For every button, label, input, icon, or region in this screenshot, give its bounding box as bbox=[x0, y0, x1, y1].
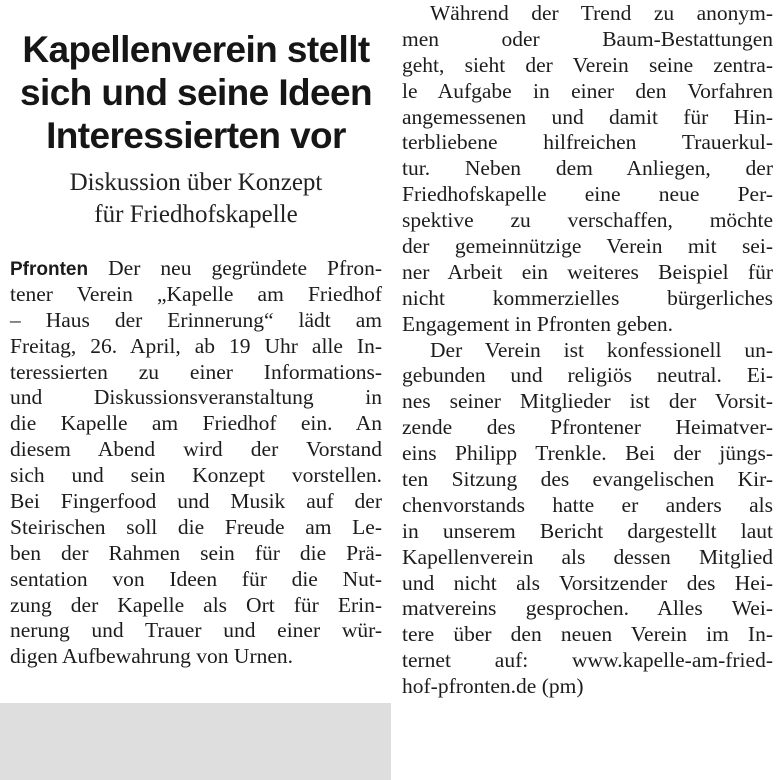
text-line: in unserem Bericht dargestellt laut bbox=[402, 518, 773, 543]
text-line: Bei Fingerfood und Musik auf der bbox=[10, 489, 382, 514]
text-line: ben der Rahmen sein für die Prä- bbox=[10, 540, 382, 565]
text-line: teressierten zu einer Informations- bbox=[10, 359, 382, 384]
headline-line: sich und seine Ideen bbox=[20, 72, 372, 113]
paragraph-association bbox=[402, 338, 773, 700]
paragraph-trend bbox=[402, 1, 773, 338]
text-line: nicht kommerzielles bürgerliches bbox=[402, 285, 773, 310]
text-line: nes seiner Mitglieder ist der Vorsit- bbox=[402, 389, 773, 414]
paragraph-intro bbox=[10, 256, 382, 670]
subheadline-line: Diskussion über Konzept bbox=[69, 169, 323, 196]
text-line: men oder Baum-Bestattungen bbox=[402, 26, 773, 51]
text-line: und nicht als Vorsitzender des Hei- bbox=[402, 570, 773, 595]
text-line: terbliebene hilfreichen Trauerkul- bbox=[402, 130, 773, 155]
text-line: Friedhofskapelle eine neue Per- bbox=[402, 182, 773, 207]
text-line: tener Verein „Kapelle am Friedhof bbox=[10, 281, 382, 306]
text-line: ner Arbeit ein weiteres Beispiel für bbox=[402, 259, 773, 284]
text-line: ten Sitzung des evangelischen Kir- bbox=[402, 467, 773, 492]
text-line: gebunden und religiös neutral. Ei- bbox=[402, 363, 773, 388]
text-line: Engagement in Pfronten geben. bbox=[402, 311, 674, 336]
subheadline-line: für Friedhofskapelle bbox=[94, 201, 298, 228]
text-line: Kapellenverein als dessen Mitglied bbox=[402, 544, 773, 569]
text-line: tur. Neben dem Anliegen, der bbox=[402, 156, 773, 181]
text-line: digen Aufbewahrung von Urnen. bbox=[10, 644, 294, 669]
text-line: spektive zu verschaffen, möchte bbox=[402, 208, 773, 233]
text-line: der gemeinnützige Verein mit sei- bbox=[402, 234, 773, 259]
text-line: zung der Kapelle als Ort für Erin- bbox=[10, 592, 382, 617]
gray-background-block bbox=[0, 703, 391, 780]
text-line: chenvorstands hatte er anders als bbox=[402, 492, 773, 517]
text-line: die Kapelle am Friedhof ein. An bbox=[10, 411, 382, 436]
headline bbox=[0, 28, 392, 157]
text-line: sentation von Ideen für die Nut- bbox=[10, 566, 382, 591]
headline-line: Kapellenverein stellt bbox=[22, 29, 370, 70]
text-line: Während der Trend zu anonym- bbox=[430, 1, 773, 25]
subheadline bbox=[0, 167, 392, 231]
text-line: nerung und Trauer und einer wür- bbox=[10, 618, 382, 643]
text-fragment: Der neu gegründete Pfron- bbox=[88, 256, 382, 280]
text-line: eins Philipp Trenkle. Bei der jüngs- bbox=[402, 441, 773, 466]
text-line: Freitag, 26. April, ab 19 Uhr alle In- bbox=[10, 333, 382, 358]
text-line: hof-pfronten.de (pm) bbox=[402, 674, 584, 699]
text-line: angemessenen und damit für Hin- bbox=[402, 104, 773, 129]
text-line: le Aufgabe in einer den Vorfahren bbox=[402, 78, 773, 103]
text-line: zende des Pfrontener Heimatver- bbox=[402, 415, 773, 440]
text-line: diesem Abend wird der Vorstand bbox=[10, 437, 382, 462]
text-line: – Haus der Erinnerung“ lädt am bbox=[10, 307, 382, 332]
text-line bbox=[10, 256, 382, 282]
text-line: und Diskussionsveranstaltung in bbox=[10, 385, 382, 410]
text-line: tere über den neuen Verein im In- bbox=[402, 622, 773, 647]
text-line: sich und sein Konzept vorstellen. bbox=[10, 463, 382, 488]
text-line: matvereins gesprochen. Alles Wei- bbox=[402, 596, 773, 621]
left-column bbox=[10, 256, 382, 670]
text-line: Steirischen soll die Freude am Le- bbox=[10, 514, 382, 539]
headline-line: Interessierten vor bbox=[46, 115, 346, 156]
right-column bbox=[402, 1, 773, 700]
text-line: ternet auf: www.kapelle-am-fried- bbox=[402, 648, 773, 673]
text-line: Der Verein ist konfessionell un- bbox=[430, 337, 773, 362]
text-line: geht, sieht der Verein seine zentra- bbox=[402, 52, 773, 77]
dateline: Pfronten bbox=[10, 259, 89, 280]
